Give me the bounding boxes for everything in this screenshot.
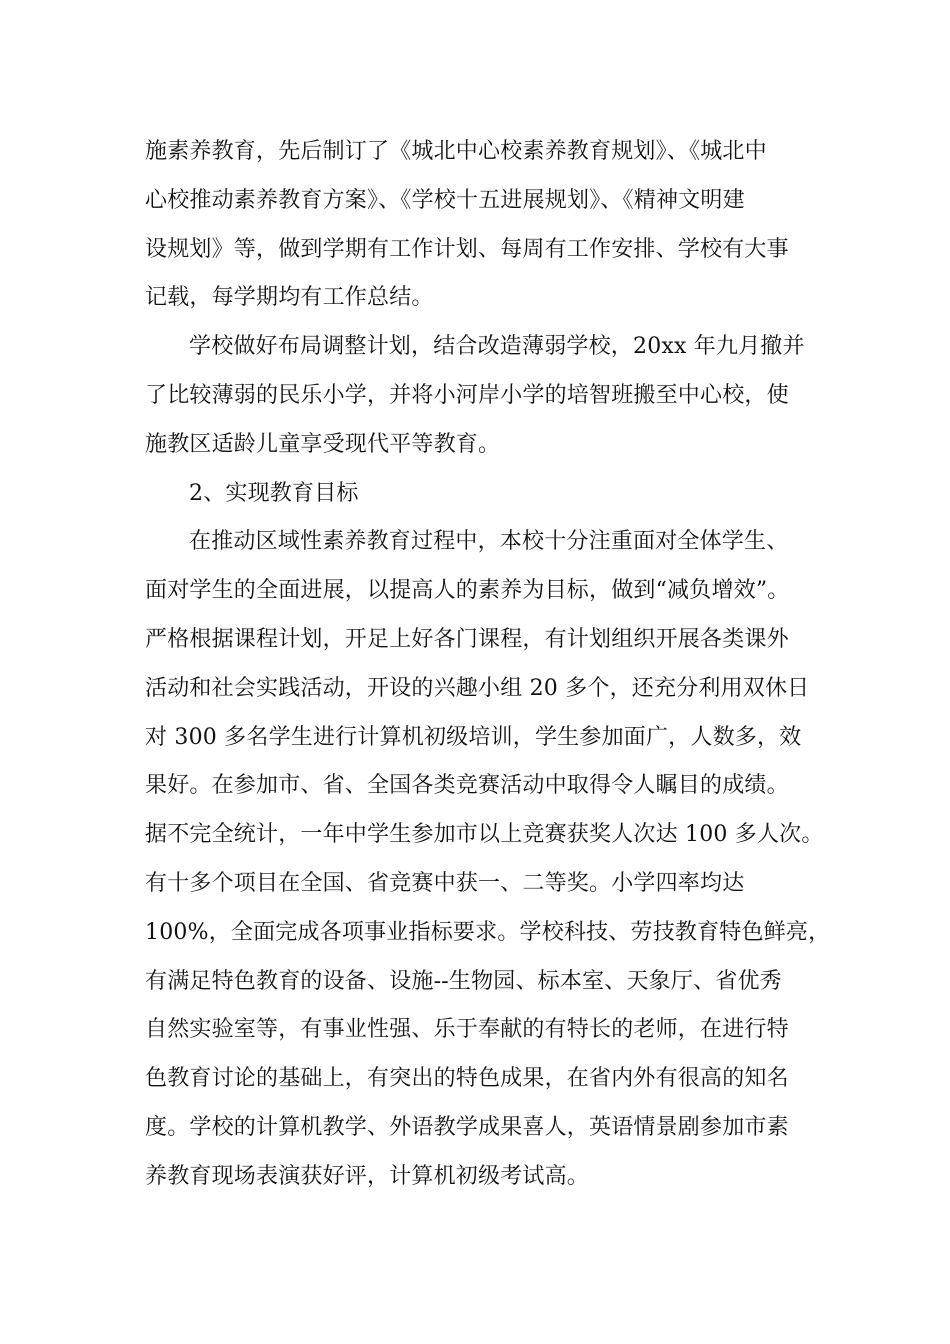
- text-line: 养教育现场表演获好评，计算机初级考试高。: [145, 1163, 590, 1189]
- text-line: 严格根据课程计划，开足上好各门课程，有计划组织开展各类课外: [145, 626, 789, 652]
- text-line: 度。学校的计算机教学、外语教学成果喜人，英语情景剧参加市素: [145, 1114, 789, 1140]
- text-line: 施教区适龄儿童享受现代平等教育。: [145, 431, 501, 457]
- text-line: 了比较薄弱的民乐小学，并将小河岸小学的培智班搬至中心校，使: [145, 382, 789, 408]
- document-body: [145, 128, 831, 1202]
- text-line: 心校推动素养教育方案》、《学校十五进展规划》、《精神文明建: [145, 187, 745, 213]
- text-line: 有满足特色教育的设备、设施--生物园、标本室、天象厅、省优秀: [145, 968, 782, 994]
- text-line: 面对学生的全面进展，以提高人的素养为目标，做到“减负增效”。: [145, 578, 790, 604]
- text-line: 有十多个项目在全国、省竞赛中获一、二等奖。小学四率均达: [145, 870, 745, 896]
- paragraph-first-line: 在推动区域性素养教育过程中，本校十分注重面对全体学生、: [189, 529, 789, 555]
- text-line: 色教育讨论的基础上，有突出的特色成果，在省内外有很高的知名: [145, 1066, 789, 1092]
- text-line: 施素养教育，先后制订了《城北中心校素养教育规划》、《城北中: [145, 139, 767, 164]
- section-heading: 2、实现教育目标: [189, 480, 359, 506]
- text-line: 设规划》等，做到学期有工作计划、每周有工作安排、学校有大事: [145, 236, 789, 262]
- text-line: 果好。在参加市、省、全国各类竞赛活动中取得令人瞩目的成绩。: [145, 773, 789, 799]
- paragraph-first-line: 学校做好布局调整计划，结合改造薄弱学校，20xx 年九月撤并: [189, 334, 805, 360]
- text-line: 活动和社会实践活动，开设的兴趣小组 20 多个，还充分利用双休日: [145, 675, 810, 701]
- text-line: 据不完全统计，一年中学生参加市以上竞赛获奖人次达 100 多人次。: [145, 822, 824, 848]
- text-line: 自然实验室等，有事业性强、乐于奉献的有特长的老师，在进行特: [145, 1017, 789, 1043]
- text-line: 100%，全面完成各项事业指标要求。学校科技、劳技教育特色鲜亮，: [145, 919, 831, 945]
- text-line: 记载，每学期均有工作总结。: [145, 285, 434, 311]
- text-line: 对 300 多名学生进行计算机初级培训，学生参加面广，人数多，效: [145, 724, 802, 750]
